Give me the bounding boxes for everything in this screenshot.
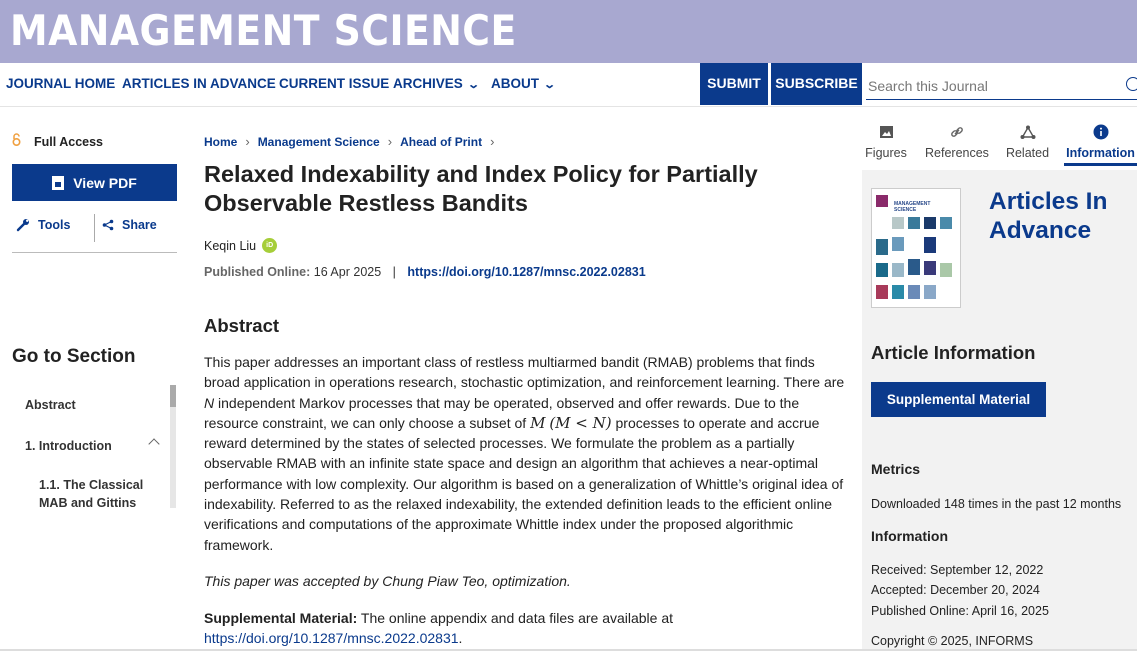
tools-label: Tools	[38, 218, 71, 232]
link-icon	[950, 124, 964, 140]
supplemental-label: Supplemental Material:	[204, 610, 358, 626]
abstract-var-n: N	[204, 394, 215, 411]
orcid-icon[interactable]: iD	[262, 238, 277, 253]
view-pdf-button[interactable]	[12, 164, 177, 201]
cover-title-line-2: SCIENCE	[894, 207, 917, 213]
info-separator: |	[392, 265, 396, 279]
abstract-part-1: This paper addresses an important class of restless multiarmed bandit (RMAB) problems that finds broad application in operations research, stochastic optimization, and reinforcement learning. There are	[204, 354, 845, 391]
article-information-heading: Article Information	[871, 342, 1036, 363]
share-label: Share	[122, 218, 157, 232]
tab-references-label: References	[925, 146, 989, 160]
share-icon	[102, 219, 114, 231]
subscribe-button[interactable]: SUBSCRIBE	[771, 63, 862, 105]
info-icon	[1093, 124, 1109, 140]
pdf-icon	[52, 176, 64, 190]
open-lock-icon	[11, 133, 22, 146]
nav-about-label: ABOUT	[491, 76, 539, 91]
nav-archives-label: ARCHIVES	[393, 76, 463, 91]
accepted-date: Accepted: December 20, 2024	[871, 583, 1040, 597]
download-metrics: Downloaded 148 times in the past 12 months	[871, 497, 1122, 511]
tab-references[interactable]	[925, 124, 988, 160]
copyright: Copyright © 2025, INFORMS	[871, 634, 1034, 648]
main-nav	[0, 63, 1137, 107]
accepted-by: This paper was accepted by Chung Piaw Teo, optimization.	[204, 573, 571, 589]
tab-information-label: Information	[1066, 146, 1135, 160]
nav-journal-home[interactable]: JOURNAL HOME	[6, 76, 116, 91]
supplemental-period: .	[458, 630, 463, 646]
toc-item-classical-mab[interactable]: 1.1. The Classical	[39, 478, 144, 492]
tools-button[interactable]	[16, 218, 70, 232]
search-icon[interactable]	[1126, 77, 1137, 91]
metrics-heading: Metrics	[871, 461, 921, 477]
abstract-part-2: independent Markov processes that may be operated, observed and offer rewards. Due to the resource constraint, we can only choose a subset of	[204, 394, 800, 431]
publication-info	[204, 265, 646, 279]
share-button[interactable]	[102, 218, 157, 232]
articles-in-advance-link[interactable]	[989, 187, 1107, 245]
chevron-down-icon: ⌄	[543, 79, 557, 91]
toc-item-introduction[interactable]: 1. Introduction	[25, 439, 112, 453]
abstract-var-mn: (M < N)	[549, 413, 612, 432]
cover-title-line-1: MANAGEMENT	[894, 201, 931, 207]
toc-item-abstract[interactable]: Abstract	[25, 398, 76, 412]
articles-in-advance-line-2: Advance	[989, 217, 1092, 244]
author-name[interactable]: Keqin Liu	[204, 238, 257, 253]
breadcrumb-ahead-of-print[interactable]: Ahead of Print	[400, 134, 483, 149]
wrench-icon	[16, 218, 30, 232]
breadcrumb	[204, 134, 494, 149]
full-access-label: Full Access	[34, 135, 104, 149]
tab-information[interactable]	[1066, 124, 1135, 160]
received-date: Received: September 12, 2022	[871, 563, 1044, 577]
abstract-text	[204, 352, 854, 555]
supplemental-note	[204, 608, 854, 648]
toc-scrollbar-thumb[interactable]	[170, 385, 176, 407]
information-heading: Information	[871, 528, 948, 544]
chevron-right-icon: ›	[387, 134, 393, 149]
journal-title[interactable]: MANAGEMENT SCIENCE	[10, 6, 517, 55]
chevron-up-icon[interactable]	[148, 438, 159, 449]
chevron-down-icon: ⌄	[466, 79, 480, 91]
nav-articles-in-advance[interactable]: ARTICLES IN ADVANCE	[122, 76, 276, 91]
published-online-date: Published Online: April 16, 2025	[871, 604, 1049, 618]
supplemental-text: The online appendix and data files are available at	[360, 610, 674, 626]
nav-about[interactable]	[491, 76, 557, 91]
abstract-part-3: processes to operate and accrue reward determined by the states of selected processes. We formulate the problem as a partially observable RMAB with an infinite state space and design an algorithm that achieves a near-optimal performance with low complexity. Our algorithm is based on a generalization of Whittle’s original idea of indexability. Referred to as the relaxed indexability, the extended definition leads to the efficient online verifications and computations of the approximate Whittle index under the proposed algorithmic framework.	[204, 414, 844, 553]
journal-cover-art	[872, 189, 960, 307]
chevron-right-icon: ›	[245, 134, 250, 149]
go-to-section-heading: Go to Section	[12, 346, 136, 367]
chevron-right-icon: ›	[490, 134, 495, 149]
submit-button[interactable]: SUBMIT	[700, 63, 768, 105]
doi-link[interactable]: https://doi.org/10.1287/mnsc.2022.02831	[407, 265, 646, 279]
tab-figures-label: Figures	[865, 146, 907, 160]
published-date: 16 Apr 2025	[313, 265, 382, 279]
journal-banner	[0, 0, 1137, 63]
left-divider	[12, 252, 177, 253]
articles-in-advance-line-1: Articles In	[989, 188, 1108, 215]
tab-related-label: Related	[1005, 146, 1050, 160]
active-tab-indicator	[1064, 163, 1137, 166]
view-pdf-label: View PDF	[73, 174, 137, 191]
supplemental-material-button[interactable]: Supplemental Material	[871, 382, 1046, 417]
nav-archives[interactable]	[393, 76, 478, 91]
toc-item-classical-mab-cont[interactable]: MAB and Gittins	[39, 496, 137, 510]
published-label: Published Online:	[204, 265, 311, 279]
article-title: Relaxed Indexability and Index Policy for Partially Observable Restless Bandits	[204, 161, 758, 216]
tools-share-divider	[94, 214, 95, 242]
supplemental-link[interactable]: https://doi.org/10.1287/mnsc.2022.02831	[204, 630, 459, 646]
abstract-var-m: M	[530, 413, 546, 432]
breadcrumb-management-science[interactable]: Management Science	[257, 134, 380, 149]
author-line	[204, 238, 277, 253]
tab-related[interactable]	[1005, 124, 1050, 160]
nav-current-issue[interactable]: CURRENT ISSUE	[279, 76, 390, 91]
tab-figures[interactable]	[864, 124, 908, 160]
image-icon	[879, 124, 894, 140]
network-icon	[1020, 124, 1036, 140]
breadcrumb-home[interactable]: Home	[204, 134, 238, 149]
abstract-heading: Abstract	[204, 315, 280, 336]
journal-cover-image[interactable]	[871, 188, 961, 308]
search-input[interactable]	[866, 73, 1137, 100]
